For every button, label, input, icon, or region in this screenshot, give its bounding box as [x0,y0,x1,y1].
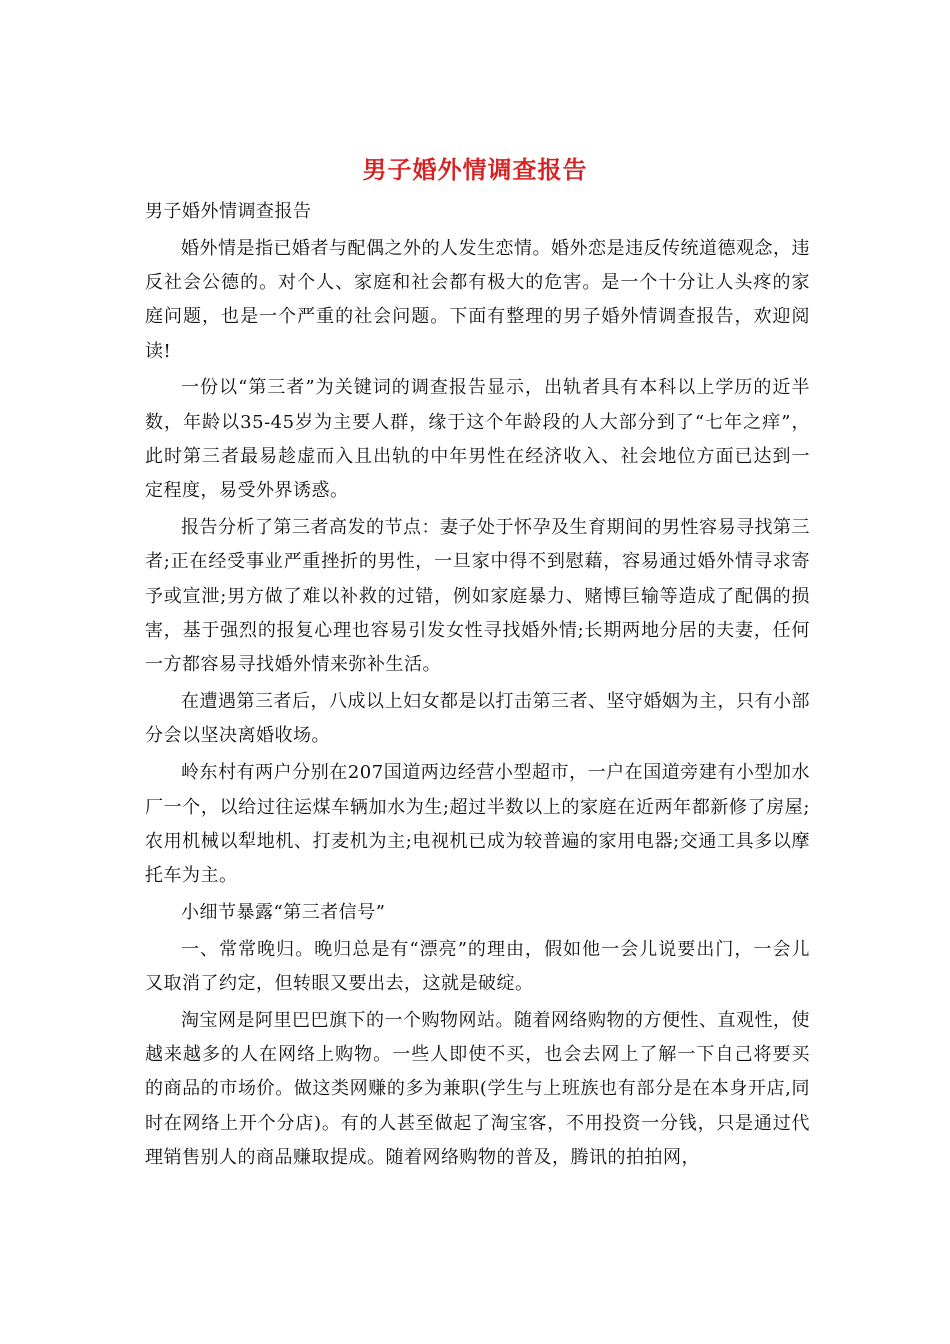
paragraph-survey: 一份以“第三者”为关键词的调查报告显示，出轨者具有本科以上学历的近半数，年龄以35-45岁为主要人群，缘于这个年龄段的人大部分到了“七年之痒”，此时第三者最易趁虚而入且出轨的中年男性在经济收入、社会地位方面已达到一定程度，易受外界诱惑。 [145,377,810,502]
document-body [145,195,810,1178]
document-title: 男子婚外情调查报告 [362,155,588,184]
paragraph-taobao: 淘宝网是阿里巴巴旗下的一个购物网站。随着网络购物的方便性、直观性，使越来越多的人在网络上购物。一些人即使不买，也会去网上了解一下自己将要买的商品的市场价。做这类网赚的多为兼职(学生与上班族也有部分是在本身开店,同时在网络上开个分店)。有的人甚至做起了淘宝客，不用投资一分钱，只是通过代理销售别人的商品赚取提成。随着网络购物的普及，腾讯的拍拍网， [145,1009,810,1169]
document-subtitle: 男子婚外情调查报告 [145,201,312,222]
section-heading: 小细节暴露“第三者信号” [181,901,386,923]
paragraph-response: 在遭遇第三者后，八成以上妇女都是以打击第三者、坚守婚姻为主，只有小部分会以坚决离婚收场。 [145,691,810,747]
paragraph-analysis: 报告分析了第三者高发的节点：妻子处于怀孕及生育期间的男性容易寻找第三者;正在经受事业严重挫折的男性，一旦家中得不到慰藉，容易通过婚外情寻求寄予或宣泄;男方做了难以补救的过错，例如家庭暴力、赌博巨输等造成了配偶的损害，基于强烈的报复心理也容易引发女性寻找婚外情;长期两地分居的夫妻，任何一方都容易寻找婚外情来弥补生活。 [145,517,810,676]
paragraph-signal-one: 一、常常晚归。晚归总是有“漂亮”的理由，假如他一会儿说要出门，一会儿又取消了约定，但转眼又要出去，这就是破绽。 [145,938,810,995]
paragraph-intro: 婚外情是指已婚者与配偶之外的人发生恋情。婚外恋是违反传统道德观念，违反社会公德的。对个人、家庭和社会都有极大的危害。是一个十分让人头疼的家庭问题，也是一个严重的社会问题。下面有整理的男子婚外情调查报告，欢迎阅读! [145,237,810,362]
paragraph-village: 岭东村有两户分别在207国道两边经营小型超市，一户在国道旁建有小型加水厂一个，以给过往运煤车辆加水为生;超过半数以上的家庭在近两年都新修了房屋;农用机械以犁地机、打麦机为主;电视机已成为较普遍的家用电器;交通工具多以摩托车为主。 [145,762,810,887]
